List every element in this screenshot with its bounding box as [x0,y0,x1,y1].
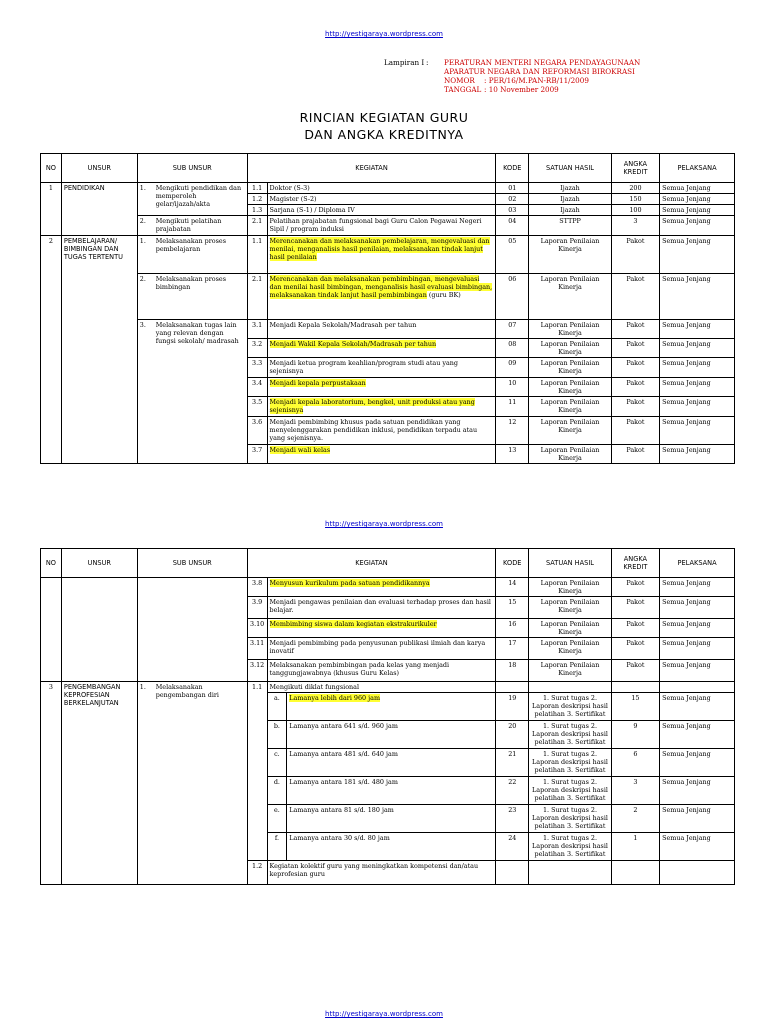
sub-num: 2. [137,274,153,320]
sub-unsur: Melaksanakan proses pembelajaran [154,236,247,274]
keg-num: 1.2 [247,861,267,885]
kegiatan-text: Lamanya lebih dari 960 jam [289,694,381,702]
sub-unsur [154,578,247,682]
pelaksana [660,682,735,693]
kegiatan [287,693,496,721]
pelaksana: Semua Jenjang [660,619,735,638]
sub-num [137,578,153,682]
sub-unsur: Melaksanakan proses bimbingan [154,274,247,320]
angka: Pakot [611,378,659,397]
pelaksana: Semua Jenjang [660,597,735,619]
row-unsur [61,578,137,682]
kegiatan [267,236,496,274]
satuan: 1. Surat tugas 2. Laporan deskripsi hasil pelatihan 3. Sertifikat [529,693,611,721]
pelaksana: Semua Jenjang [660,397,735,417]
sub-unsur: Mengikuti pelatihan prajabatan [154,216,247,236]
letter: a. [267,693,287,721]
angka: 150 [611,194,659,205]
kegiatan-text: Merencanakan dan melaksanakan pembimbingan, mengevaluasi dan menilai hasil bimbingan, menganalisis hasil evaluasi bimbingan, melaksanakan tindak lanjut hasil pembimbingan [269,275,493,299]
angka: 3 [611,216,659,236]
col-angka: ANGKA KREDIT [611,154,659,183]
col-sub-unsur: SUB UNSUR [137,549,247,578]
kode [496,682,529,693]
col-kegiatan: KEGIATAN [247,549,496,578]
keg-num: 2.1 [247,216,267,236]
kode: 01 [496,183,529,194]
pelaksana: Semua Jenjang [660,660,735,682]
kegiatan: Lamanya antara 481 s/d. 640 jam [287,749,496,777]
satuan: Laporan Penilaian Kinerja [529,397,611,417]
satuan: 1. Surat tugas 2. Laporan deskripsi hasil pelatihan 3. Sertifikat [529,749,611,777]
pelaksana: Semua Jenjang [660,216,735,236]
kegiatan: Pelatihan prajabatan fungsional bagi Guru Calon Pegawai Negeri Sipil / program induksi [267,216,496,236]
kode: 02 [496,194,529,205]
table-row [41,236,735,274]
footer-link[interactable]: http://yestigaraya.wordpress.com [325,1010,443,1018]
angka: Pakot [611,619,659,638]
table-row [41,274,735,320]
kode: 06 [496,274,529,320]
kegiatan [267,378,496,397]
kegiatan: Kegiatan kolektif guru yang meningkatkan kompetensi dan/atau keprofesian guru [267,861,496,885]
kode: 04 [496,216,529,236]
kode: 21 [496,749,529,777]
pelaksana: Semua Jenjang [660,693,735,721]
kode: 23 [496,805,529,833]
satuan: Laporan Penilaian Kinerja [529,274,611,320]
keg-num: 3.12 [247,660,267,682]
kegiatan: Lamanya antara 30 s/d. 80 jam [287,833,496,861]
kegiatan: Doktor (S-3) [267,183,496,194]
kegiatan [267,578,496,597]
keg-num: 1.1 [247,682,267,861]
satuan: Laporan Penilaian Kinerja [529,445,611,464]
satuan: Laporan Penilaian Kinerja [529,660,611,682]
row-no: 1 [41,183,62,236]
pelaksana: Semua Jenjang [660,417,735,445]
kegiatan [267,397,496,417]
kegiatan-text: Merencanakan dan melaksanakan pembelajaran, mengevaluasi dan menilai, menganalisis hasil penilaian, melaksanakan tindak lanjut hasil penilaian [269,237,490,261]
angka [611,682,659,693]
kode: 24 [496,833,529,861]
pelaksana: Semua Jenjang [660,749,735,777]
row-no: 3 [41,682,62,885]
table-1 [40,153,735,464]
keg-num: 3.10 [247,619,267,638]
kegiatan: Magister (S-2) [267,194,496,205]
kegiatan [267,274,496,320]
kode: 17 [496,638,529,660]
pelaksana: Semua Jenjang [660,638,735,660]
angka: 3 [611,777,659,805]
row-unsur: PEMBELAJARAN/ BIMBINGAN DAN TUGAS TERTENTU [61,236,137,464]
pelaksana: Semua Jenjang [660,378,735,397]
angka: Pakot [611,339,659,358]
satuan: Laporan Penilaian Kinerja [529,236,611,274]
nomor-value: : PER/16/M.PAN-RB/11/2009 [484,76,589,85]
table-row [41,320,735,339]
satuan [529,861,611,885]
kegiatan-text: Membimbing siswa dalam kegiatan ekstrakurikuler [269,620,437,628]
pelaksana: Semua Jenjang [660,183,735,194]
angka: 200 [611,183,659,194]
pelaksana: Semua Jenjang [660,721,735,749]
pelaksana: Semua Jenjang [660,339,735,358]
header-link[interactable]: http://yestigaraya.wordpress.com [325,30,443,38]
keg-num: 3.3 [247,358,267,378]
keg-num: 3.11 [247,638,267,660]
kode: 05 [496,236,529,274]
keg-num: 3.6 [247,417,267,445]
satuan: Ijazah [529,194,611,205]
satuan: STTPP [529,216,611,236]
pelaksana: Semua Jenjang [660,833,735,861]
keg-num: 3.1 [247,320,267,339]
letter: e. [267,805,287,833]
kode: 10 [496,378,529,397]
satuan: Ijazah [529,205,611,216]
kegiatan: Lamanya antara 641 s/d. 960 jam [287,721,496,749]
lampiran-colon: : [426,58,429,67]
kode: 16 [496,619,529,638]
satuan: 1. Surat tugas 2. Laporan deskripsi hasil pelatihan 3. Sertifikat [529,805,611,833]
pelaksana: Semua Jenjang [660,194,735,205]
angka: 9 [611,721,659,749]
angka: Pakot [611,358,659,378]
kegiatan [267,445,496,464]
kode: 22 [496,777,529,805]
row-no [41,578,62,682]
kode: 07 [496,320,529,339]
keg-num: 3.5 [247,397,267,417]
letter: f. [267,833,287,861]
pelaksana: Semua Jenjang [660,445,735,464]
satuan: Ijazah [529,183,611,194]
col-kegiatan: KEGIATAN [247,154,496,183]
kode: 18 [496,660,529,682]
lampiran-label: Lampiran I [384,58,425,67]
keg-num: 3.2 [247,339,267,358]
kode: 09 [496,358,529,378]
sub-num: 1. [137,682,153,885]
kegiatan: Menjadi pembimbing pada penyusunan publikasi ilmiah dan karya inovatif [267,638,496,660]
kegiatan-text: Menjadi Wakil Kepala Sekolah/Madrasah per tahun [269,340,437,348]
angka: 15 [611,693,659,721]
satuan: Laporan Penilaian Kinerja [529,578,611,597]
kode: 15 [496,597,529,619]
letter: b. [267,721,287,749]
sub-num: 3. [137,320,153,464]
table-row [41,578,735,597]
table-row [41,183,735,194]
angka: Pakot [611,660,659,682]
kegiatan-text: Menyusun kurikulum pada satuan pendidikannya [269,579,430,587]
col-satuan: SATUAN HASIL [529,154,611,183]
table-row [41,216,735,236]
letter: d. [267,777,287,805]
kode: 20 [496,721,529,749]
kegiatan: Mengikuti diklat fungsional [267,682,496,693]
lampiran-line1: PERATURAN MENTERI NEGARA PENDAYAGUNAAN [444,58,641,67]
angka: Pakot [611,320,659,339]
angka: 2 [611,805,659,833]
angka: Pakot [611,397,659,417]
satuan [529,682,611,693]
col-angka: ANGKA KREDIT [611,549,659,578]
pelaksana: Semua Jenjang [660,236,735,274]
table-row [41,682,735,693]
table-2 [40,548,735,885]
kode: 11 [496,397,529,417]
pelaksana: Semua Jenjang [660,358,735,378]
kegiatan: Menjadi pengawas penilaian dan evaluasi terhadap proses dan hasil belajar. [267,597,496,619]
keg-num: 2.1 [247,274,267,320]
angka: Pakot [611,638,659,660]
pelaksana: Semua Jenjang [660,578,735,597]
keg-num: 1.1 [247,236,267,274]
satuan: Laporan Penilaian Kinerja [529,619,611,638]
lampiran-line2: APARATUR NEGARA DAN REFORMASI BIROKRASI [444,67,635,76]
sub-unsur: Mengikuti pendidikan dan memperoleh gelar/ijazah/akta [154,183,247,216]
kode [496,861,529,885]
col-no: NO [41,154,62,183]
angka: 100 [611,205,659,216]
kegiatan: Menjadi ketua program keahlian/program studi atau yang sejenisnya [267,358,496,378]
angka: Pakot [611,578,659,597]
angka [611,861,659,885]
col-unsur: UNSUR [61,154,137,183]
kegiatan-text: Menjadi kepala perpustakaan [269,379,366,387]
nomor-label: NOMOR [444,76,475,85]
kode: 19 [496,693,529,721]
satuan: Laporan Penilaian Kinerja [529,339,611,358]
angka: 1 [611,833,659,861]
kegiatan: Sarjana (S-1) / Diploma IV [267,205,496,216]
satuan: Laporan Penilaian Kinerja [529,638,611,660]
sub-num: 2. [137,216,153,236]
kode: 14 [496,578,529,597]
kegiatan: Lamanya antara 181 s/d. 480 jam [287,777,496,805]
pelaksana: Semua Jenjang [660,777,735,805]
satuan: Laporan Penilaian Kinerja [529,320,611,339]
kode: 12 [496,417,529,445]
satuan: Laporan Penilaian Kinerja [529,358,611,378]
kegiatan-text: Menjadi wali kelas [269,446,331,454]
kegiatan: Menjadi Kepala Sekolah/Madrasah per tahun [267,320,496,339]
kegiatan-note: (guru BK) [428,291,461,299]
pelaksana [660,861,735,885]
table-header [41,154,735,183]
kegiatan-text: Menjadi kepala laboratorium, bengkel, unit produksi atau yang sejenisnya [269,398,475,414]
angka: Pakot [611,445,659,464]
kegiatan: Menjadi pembimbing khusus pada satuan pendidikan yang menyelenggarakan pendidikan inklusi, pendidikan terpadu atau yang sejenisnya. [267,417,496,445]
keg-num: 3.4 [247,378,267,397]
table-header [41,549,735,578]
satuan: Laporan Penilaian Kinerja [529,597,611,619]
angka: Pakot [611,236,659,274]
angka: Pakot [611,417,659,445]
pelaksana: Semua Jenjang [660,805,735,833]
col-sub-unsur: SUB UNSUR [137,154,247,183]
col-kode: KODE [496,154,529,183]
lampiran-block [384,58,724,98]
col-pelaksana: PELAKSANA [660,549,735,578]
kegiatan [267,619,496,638]
kode: 08 [496,339,529,358]
sub-unsur: Melaksanakan tugas lain yang relevan dengan fungsi sekolah/ madrasah [154,320,247,464]
kode: 13 [496,445,529,464]
keg-num: 3.7 [247,445,267,464]
col-no: NO [41,549,62,578]
kode: 03 [496,205,529,216]
col-unsur: UNSUR [61,549,137,578]
satuan: Laporan Penilaian Kinerja [529,378,611,397]
keg-num: 1.2 [247,194,267,205]
page-subtitle: DAN ANGKA KREDITNYA [304,127,464,142]
satuan: 1. Surat tugas 2. Laporan deskripsi hasil pelatihan 3. Sertifikat [529,777,611,805]
sub-num: 1. [137,236,153,274]
keg-num: 1.1 [247,183,267,194]
satuan: 1. Surat tugas 2. Laporan deskripsi hasil pelatihan 3. Sertifikat [529,833,611,861]
row-unsur: PENDIDIKAN [61,183,137,236]
keg-num: 3.8 [247,578,267,597]
pelaksana: Semua Jenjang [660,274,735,320]
letter: c. [267,749,287,777]
keg-num: 1.3 [247,205,267,216]
angka: 6 [611,749,659,777]
angka: Pakot [611,597,659,619]
col-kode: KODE [496,549,529,578]
middle-link[interactable]: http://yestigaraya.wordpress.com [325,520,443,528]
kegiatan: Melaksanakan pembimbingan pada kelas yang menjadi tanggungjawabnya (khusus Guru Kelas) [267,660,496,682]
tanggal-value: : 10 November 2009 [484,85,559,94]
row-unsur: PENGEMBANGAN KEPROFESIAN BERKELANJUTAN [61,682,137,885]
page-title: RINCIAN KEGIATAN GURU [299,110,469,125]
col-pelaksana: PELAKSANA [660,154,735,183]
kegiatan [267,339,496,358]
row-no: 2 [41,236,62,464]
col-satuan: SATUAN HASIL [529,549,611,578]
satuan: 1. Surat tugas 2. Laporan deskripsi hasil pelatihan 3. Sertifikat [529,721,611,749]
angka: Pakot [611,274,659,320]
sub-unsur: Melaksanakan pengembangan diri [154,682,247,885]
keg-num: 3.9 [247,597,267,619]
sub-num: 1. [137,183,153,216]
pelaksana: Semua Jenjang [660,320,735,339]
kegiatan: Lamanya antara 81 s/d. 180 jam [287,805,496,833]
satuan: Laporan Penilaian Kinerja [529,417,611,445]
tanggal-label: TANGGAL [444,85,482,94]
pelaksana: Semua Jenjang [660,205,735,216]
